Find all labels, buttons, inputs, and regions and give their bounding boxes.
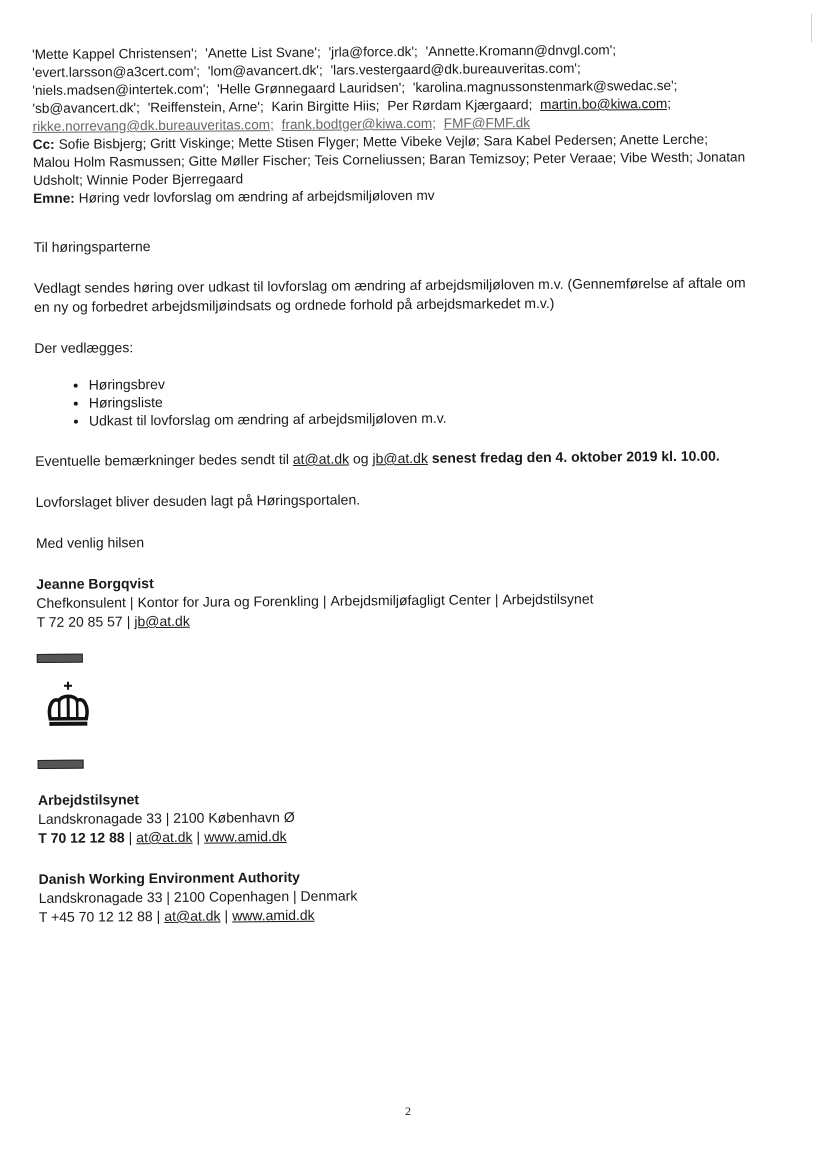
signature-title-part: Arbejdstilsynet (502, 590, 594, 608)
org-phone: T +45 70 12 12 88 (38, 908, 153, 925)
remarks-and: og (352, 450, 369, 467)
subject-label: Emne: (33, 190, 75, 206)
signature-title-part: Kontor for Jura og Forenkling (137, 592, 319, 611)
remarks-prefix: Eventuelle bemærkninger bedes sendt til (35, 450, 290, 469)
cc-label: Cc: (32, 136, 55, 152)
recipient-address: 'lars.vestergaard@dk.bureauveritas.com'; (330, 60, 581, 78)
signature-title-part: Chefkonsulent (36, 594, 126, 611)
org-contact: T 70 12 12 88 | at@at.dk | www.amid.dk (38, 828, 287, 846)
signature-phone: T 72 20 85 57 (36, 613, 123, 630)
signature-contact: T 72 20 85 57 | jb@at.dk (36, 612, 190, 630)
org-website-link[interactable]: www.amid.dk (232, 906, 315, 924)
recipient-address: 'karolina.magnussonstenmark@swedac.se'; (412, 77, 678, 96)
recipient-email-link[interactable]: martin.bo@kiwa.com; (540, 95, 672, 113)
signature-title: Chefkonsulent | Kontor for Jura og Forenkling | Arbejdsmiljøfagligt Center | Arbejdstilsynet (36, 590, 594, 611)
closing: Med venlig hilsen (35, 534, 145, 551)
recipient-address: 'lom@avancert.dk'; (207, 62, 323, 79)
signature-email-link[interactable]: jb@at.dk (134, 612, 190, 630)
signature-name: Jeanne Borgqvist (36, 575, 154, 592)
attachment-item: • Udkast til lovforslag om ændring af arbejdsmiljøloven m.v. (89, 406, 755, 429)
attachments-intro: Der vedlægges: (34, 339, 134, 356)
greeting: Til høringsparterne (33, 238, 151, 255)
page-number: 2 (405, 1104, 411, 1118)
org-phone: T 70 12 12 88 (38, 829, 125, 846)
scan-edge-mark (811, 14, 812, 42)
signature-title-part: Arbejdsmiljøfagligt Center (330, 591, 491, 609)
cc-line (33, 130, 749, 190)
intro-paragraph: Vedlagt sendes høring over udkast til lovforslag om ændring af arbejdsmiljøloven m.v. (Gennemførelse af aftale om en ny og forbedret arbejdsmiljøindsats og ordnede forhold på arbejdsmarkedet m.v.) (33, 274, 746, 315)
portal-note: Lovforslaget bliver desuden lagt på Høringsportalen. (35, 491, 361, 510)
org-address: Landskronagade 33 | 2100 Copenhagen | Denmark (38, 887, 358, 906)
remarks-email-link[interactable]: jb@at.dk (372, 449, 428, 467)
recipient-email-link[interactable]: FMF@FMF.dk (443, 115, 531, 131)
cc-text: Sofie Bisbjerg; Gritt Viskinge; Mette Stisen Flyger; Mette Vibeke Vejlø; Sara Kabel Pedersen; Anette Lerche; Malou Holm Rasmussen; Gitte Møller Fischer; Teis Corneliussen; Baran Temizsoy; Peter Veraae; Vibe Westh; Jonatan Udsholt; Winnie Poder Bjerregaard (32, 131, 746, 188)
org-name: Danish Working Environment Authority (38, 868, 300, 887)
recipient-email-link[interactable]: rikke.norrevang@dk.bureauveritas.com; (32, 117, 274, 134)
recipient-address: 'Anette List Svane'; (205, 44, 321, 61)
org-email-link[interactable]: at@at.dk (164, 907, 221, 924)
email-body (34, 232, 759, 927)
recipient-address: 'evert.larsson@a3cert.com'; (32, 63, 201, 80)
recipient-address: Per Rørdam Kjærgaard; (387, 97, 533, 114)
divider-bar (37, 654, 83, 663)
org-email-link[interactable]: at@at.dk (136, 828, 193, 846)
org-block-danish (38, 785, 758, 848)
recipient-address: 'jrla@force.dk'; (328, 43, 418, 60)
attachment-item: • Høringsbrev (89, 370, 755, 393)
divider-bar (38, 760, 84, 769)
royal-crown-icon (45, 681, 91, 733)
org-website-link[interactable]: www.amid.dk (204, 828, 287, 845)
recipient-email-link[interactable]: frank.bodtger@kiwa.com; (281, 115, 437, 133)
org-block-english (38, 864, 758, 927)
subject-text: Høring vedr lovforslag om ændring af arbejdsmiljøloven mv (78, 187, 435, 206)
recipients-block (32, 40, 749, 208)
recipient-address: Karin Birgitte Hiis; (271, 98, 380, 115)
recipient-address: 'niels.madsen@intertek.com'; (32, 81, 210, 98)
to-list (32, 40, 749, 136)
remarks-paragraph (35, 446, 755, 471)
recipient-address: 'sb@avancert.dk'; (32, 100, 140, 116)
recipient-address: 'Reiffenstein, Arne'; (147, 99, 264, 116)
remarks-email-link[interactable]: at@at.dk (292, 450, 350, 467)
org-address: Landskronagade 33 | 2100 København Ø (38, 808, 295, 827)
org-contact: T +45 70 12 12 88 | at@at.dk | www.amid.dk (38, 906, 315, 925)
org-name: Arbejdstilsynet (37, 791, 140, 808)
recipient-address: 'Helle Grønnegaard Lauridsen'; (216, 80, 406, 97)
email-page (32, 40, 759, 927)
attachment-list (35, 370, 755, 430)
attachment-item: • Høringsliste (89, 388, 755, 411)
recipient-address: 'Mette Kappel Christensen'; (32, 45, 198, 62)
recipient-address: 'Annette.Kromann@dnvgl.com'; (425, 42, 617, 59)
remarks-deadline: senest fredag den 4. oktober 2019 kl. 10.00. (431, 447, 720, 466)
